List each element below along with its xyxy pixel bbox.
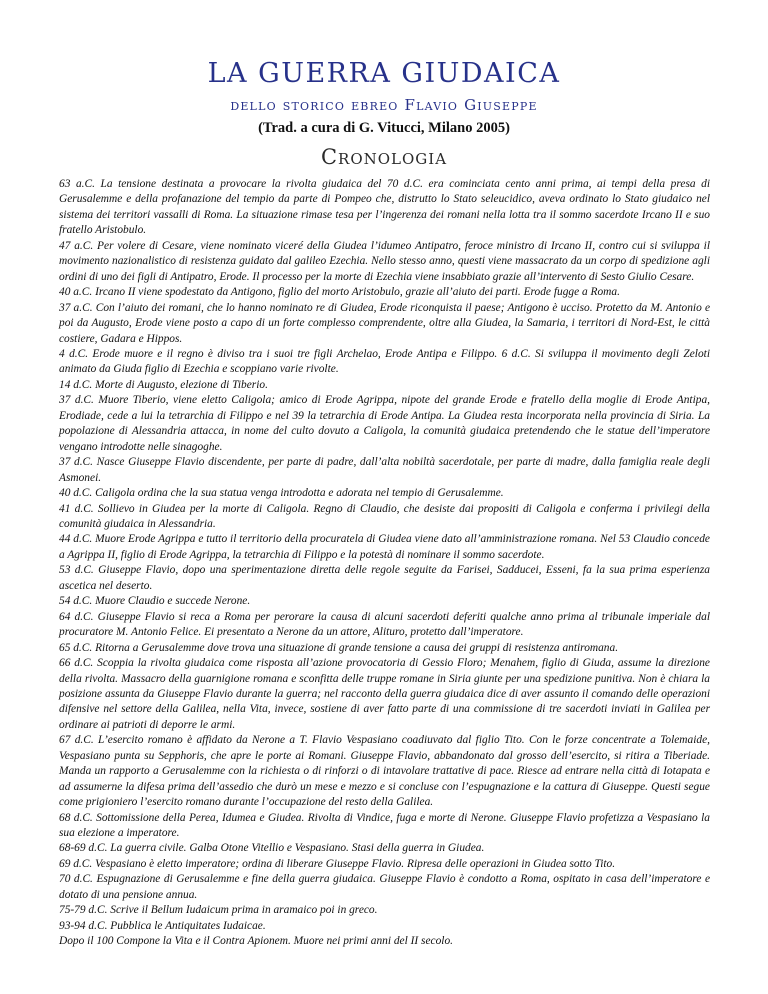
chronology-entry: 47 a.C. Per volere di Cesare, viene nominato viceré della Giudea l’idumeo Antipatro, feroce ministro di Ircano II, contro cui si sviluppa il movimento nazionalistico di resistenza guidato dal galileo Ezechia. Nello stesso anno, questi viene massacrato da un corpo di spedizione agli ordini di uno dei figli di Antipatro, Erode. Il processo per la morte di Ezechia viene insabbiato grazie all’intervento di Sesto Giulio Cesare. (59, 239, 710, 283)
chronology-entry: 53 d.C. Giuseppe Flavio, dopo una sperimentazione diretta delle regole seguite da Farisei, Sadducei, Esseni, fa la sua prima esperienza ascetica nel deserto. (59, 564, 710, 592)
chronology-entry: 37 d.C. Muore Tiberio, viene eletto Caligola; amico di Erode Agrippa, nipote del grande Erode e fratello della moglie di Erode Antipa, Erodiade, cede a lui la tetrarchia di Filippo e nel 39 la tetrarchia di Erode Antipa. La Giudea resta incorporata nella provincia di Siria. La popolazione di Alessandria attacca, in nome del culto dovuto a Caligola, la comunità giudaica pretendendo che le statue dell’imperatore vengano introdotte nelle sinagoghe. (59, 394, 710, 453)
chronology-entry: 68-69 d.C. La guerra civile. Galba Otone Vitellio e Vespasiano. Stasi della guerra in Giudea. (59, 842, 485, 855)
chronology-entry: 37 a.C. Con l’aiuto dei romani, che lo hanno nominato re di Giudea, Erode riconquista il paese; Antigono è ucciso. Protetto da M. Antonio e poi da Augusto, Erode viene posto a capo di un forte complesso comprendente, oltre alla Giudea, la Samaria, i territori di Nord-Est, le città costiere, Gadara e Hippos. (59, 301, 710, 345)
chronology-entry: 65 d.C. Ritorna a Gerusalemme dove trova una situazione di grande tensione a causa dei gruppi di resistenza antiromana. (59, 641, 619, 654)
chronology-entry: 69 d.C. Vespasiano è eletto imperatore; ordina di liberare Giuseppe Flavio. Ripresa delle operazioni in Giudea sotto Tito. (59, 857, 616, 870)
chronology-entry: 68 d.C. Sottomissione della Perea, Idumea e Giudea. Rivolta di Vindice, fuga e morte di Nerone. Giuseppe Flavio profetizza a Vespasiano la sua elezione a imperatore. (59, 811, 710, 840)
chronology-entry: 64 d.C. Giuseppe Flavio si reca a Roma per perorare la causa di alcuni sacerdoti deferiti qualche anno prima al tribunale imperiale dal procuratore M. Antonio Felice. Ei presentato a Nerone da un attore, Alituro, protetto dall’imperatore. (59, 610, 710, 639)
chronology-entry: 67 d.C. L’esercito romano è affidato da Nerone a T. Flavio Vespasiano coadiuvato dal figlio Tito. Con le forze concentrate a Tolemaide, Vespasiano punta su Sepphoris, che apre le porte ai Romani. Giuseppe Flavio, abbandonato dal grosso dell’esercito, si ritira a Tiberiade. Manda un rapporto a Gerusalemme con la richiesta o di rinforzi o di intavolare trattative di pace. Riesce ad entrare nella città di Iotapata e ad assumerne la difesa prima dell’assedio che durò un mese e mezzo e si concluse con l’espugnazione e la cattura di Giuseppe. Questi segue come prigioniero l’esercito romano durante l’occupazione del resto della Galilea. (59, 734, 710, 809)
chronology-list (59, 177, 710, 950)
chronology-entry: 75-79 d.C. Scrive il Bellum Iudaicum prima in aramaico poi in greco. (59, 904, 378, 917)
translation-credit: (Trad. a cura di G. Vitucci, Milano 2005) (258, 120, 510, 136)
chronology-entry: 44 d.C. Muore Erode Agrippa e tutto il territorio della procuratela di Giudea viene dato all’amministrazione romana. Nel 53 Claudio concede a Agrippa II, figlio di Erode Agrippa, la tetrarchia di Filippo e la potestà di nominare il sommo sacerdote. (59, 533, 710, 561)
chronology-entry: 54 d.C. Muore Claudio e succede Nerone. (59, 595, 251, 608)
chronology-entry: 66 d.C. Scoppia la rivolta giudaica come risposta all’azione provocatoria di Gessio Floro; Menahem, figlio di Giuda, assume la direzione della rivolta. Massacro della guarnigione romana e sconfitta delle truppe romane in Siria giunte per una spedizione punitiva. Non è chiara la posizione assunta da Giuseppe Flavio durante la guerra; nel racconto della guerra giudaica dice di aver assunto il comando delle operazioni difensive nel settore della Galilea, nella Vita, invece, sostiene di aver fatto parte di una commissione di tre sacerdoti inviati in Galilea per ordinare ai patrioti di deporre le armi. (59, 657, 710, 731)
chronology-entry: Dopo il 100 Compone la Vita e il Contra Apionem. Muore nei primi anni del II secolo. (59, 935, 453, 948)
chronology-entry: 63 a.C. La tensione destinata a provocare la rivolta giudaica del 70 d.C. era cominciata cento anni prima, ai tempi della presa di Gerusalemme e della profanazione del tempio da parte di Pompeo che, distrutto lo Stato seleucidico, aveva ordinato lo Stato giudaico nel sistema dei territori vassalli di Roma. La situazione rimase tesa per l’ingerenza dei romani nella lotta tra il sommo sacerdote Ircano II e suo fratello Aristobulo. (59, 178, 710, 237)
chronology-entry: 4 d.C. Erode muore e il regno è diviso tra i suoi tre figli Archelao, Erode Antipa e Filippo. 6 d.C. Si sviluppa il movimento degli Zeloti animato da Giuda figlio di Ezechia e scoppiano varie rivolte. (59, 347, 710, 376)
chronology-entry: 41 d.C. Sollievo in Giudea per la morte di Caligola. Regno di Claudio, che desiste dai propositi di Caligola e conferma i privilegi della comunità giudaica in Alessandria. (59, 502, 710, 530)
chronology-entry: 14 d.C. Morte di Augusto, elezione di Tiberio. (59, 378, 268, 391)
section-title: Cronologia (320, 145, 448, 169)
document-title: LA GUERRA GIUDAICA (207, 58, 561, 89)
chronology-entry: 93-94 d.C. Pubblica le Antiquitates Iudaicae. (59, 919, 266, 932)
chronology-entry: 40 d.C. Caligola ordina che la sua statua venga introdotta e adorata nel tempio di Gerusalemme. (59, 487, 504, 500)
chronology-entry: 37 d.C. Nasce Giuseppe Flavio discendente, per parte di padre, dall’alta nobiltà sacerdotale, per parte di madre, dalla famiglia reale degli Asmonei. (59, 456, 710, 484)
chronology-entry: 70 d.C. Espugnazione di Gerusalemme e fine della guerra giudaica. Giuseppe Flavio è condotto a Roma, ospitato in casa dell’imperatore e dotato di una pensione annua. (59, 873, 710, 901)
document-subtitle: dello storico ebreo Flavio Giuseppe (230, 96, 538, 114)
chronology-entry: 40 a.C. Ircano II viene spodestato da Antigono, figlio del morto Aristobulo, grazie all’aiuto dei parti. Erode fugge a Roma. (59, 286, 620, 299)
